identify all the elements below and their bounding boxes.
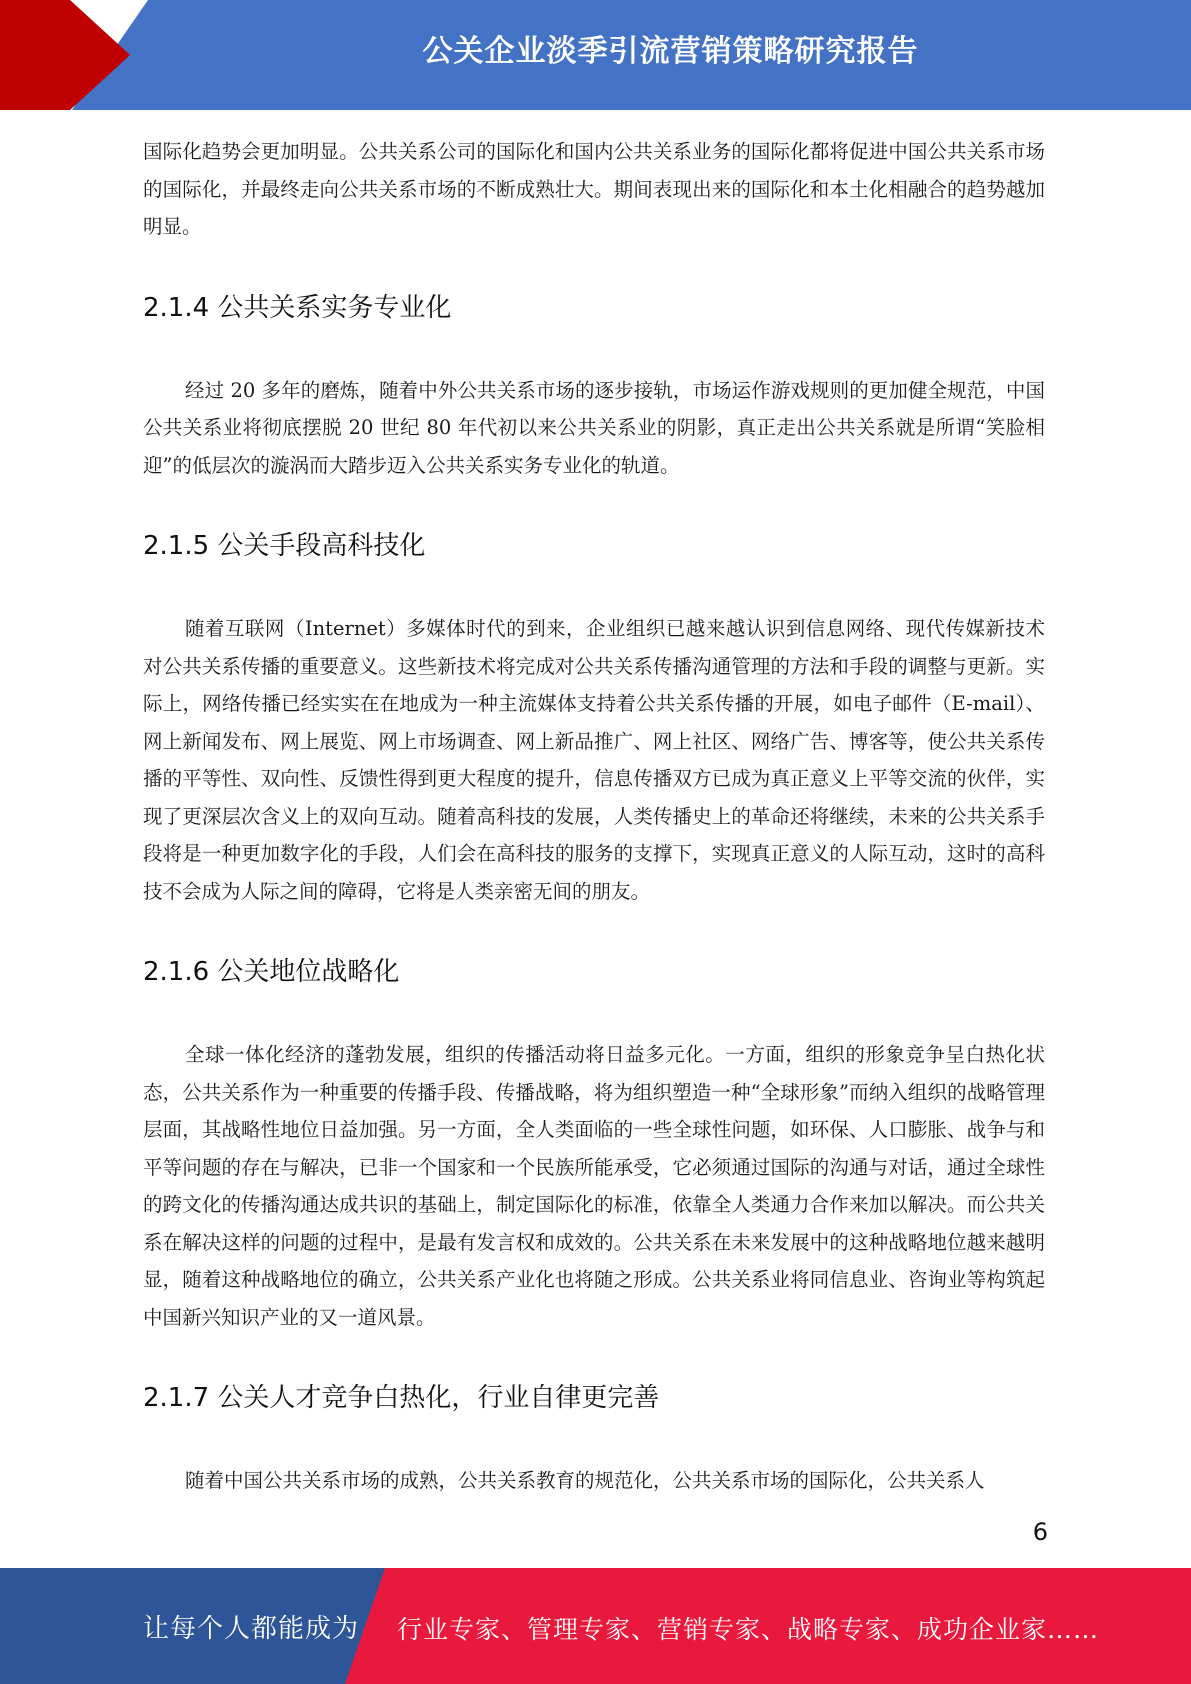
section-paragraph-2-1-4: 经过 20 多年的磨炼，随着中外公共关系市场的逐步接轨，市场运作游戏规则的更加健全规范，中国公共关系业将彻底摆脱 20 世纪 80 年代初以来公共关系业的阴影，真正走出公共关系就是所谓“笑脸相迎”的低层次的漩涡而大踏步迈入公共关系实务专业化的轨道。 xyxy=(143,378,1045,477)
section-paragraph-2-1-6: 全球一体化经济的蓬勃发展，组织的传播活动将日益多元化。一方面，组织的形象竞争呈白热化状态，公共关系作为一种重要的传播手段、传播战略，将为组织塑造一种“全球形象”而纳入组织的战略管理层面，其战略性地位日益加强。另一方面，全人类面临的一些全球性问题，如环保、人口膨胀、战争与和平等问题的存在与解决，已非一个国家和一个民族所能承受，它必须通过国际的沟通与对话，通过全球性的跨文化的传播沟通达成共识的基础上，制定国际化的标准，依靠全人类通力合作来加以解决。而公共关系在解决这样的问题的过程中，是最有发言权和成效的。公共关系在未来发展中的这种战略地位越来越明显，随着这种战略地位的确立，公共关系产业化也将随之形成。公共关系业将同信息业、咨询业等构筑起中国新兴知识产业的又一道风景。 xyxy=(143,1043,1045,1329)
document-body xyxy=(143,133,1045,1500)
section-heading-2-1-7: 2.1.7 公关人才竞争白热化，行业自律更完善 xyxy=(143,1383,660,1413)
document-title: 公关企业淡季引流营销策略研究报告 xyxy=(422,34,919,69)
header-arrow-decoration xyxy=(0,0,160,110)
section-heading-2-1-4: 2.1.4 公共关系实务专业化 xyxy=(143,292,452,323)
section-heading-2-1-5: 2.1.5 公关手段高科技化 xyxy=(143,531,426,561)
intro-paragraph: 国际化趋势会更加明显。公共关系公司的国际化和国内公共关系业务的国际化都将促进中国公共关系市场的国际化，并最终走向公共关系市场的不断成熟壮大。期间表现出来的国际化和本土化相融合的趋势越加明显。 xyxy=(143,140,1045,238)
section-paragraph-2-1-5: 随着互联网（Internet）多媒体时代的到来，企业组织已越来越认识到信息网络、现代传媒新技术对公共关系传播的重要意义。这些新技术将完成对公共关系传播沟通管理的方法和手段的调整与更新。实际上，网络传播已经实实在在地成为一种主流媒体支持着公共关系传播的开展，如电子邮件（E-mail）、网上新闻发布、网上展览、网上市场调查、网上新品推广、网上社区、网络广告、博客等，使公共关系传播的平等性、双向性、反馈性得到更大程度的提升，信息传播双方已成为真正意义上平等交流的伙伴，实现了更深层次含义上的双向互动。随着高科技的发展，人类传播史上的革命还将继续，未来的公共关系手段将是一种更加数字化的手段，人们会在高科技的服务的支撑下，实现真正意义的人际互动，这时的高科技不会成为人际之间的障碍，它将是人类亲密无间的朋友。 xyxy=(143,617,1045,903)
footer-slogan-left: 让每个人都能成为 xyxy=(143,1614,360,1644)
section-heading-2-1-6: 2.1.6 公关地位战略化 xyxy=(143,957,400,987)
section-paragraph-2-1-7: 随着中国公共关系市场的成熟，公共关系教育的规范化，公共关系市场的国际化，公共关系人 xyxy=(185,1469,985,1492)
page-footer xyxy=(0,1568,1191,1684)
page-header xyxy=(0,0,1191,110)
page-number: 6 xyxy=(1032,1518,1048,1546)
footer-slogan-right: 行业专家、管理专家、营销专家、战略专家、成功企业家…… xyxy=(397,1615,1100,1644)
